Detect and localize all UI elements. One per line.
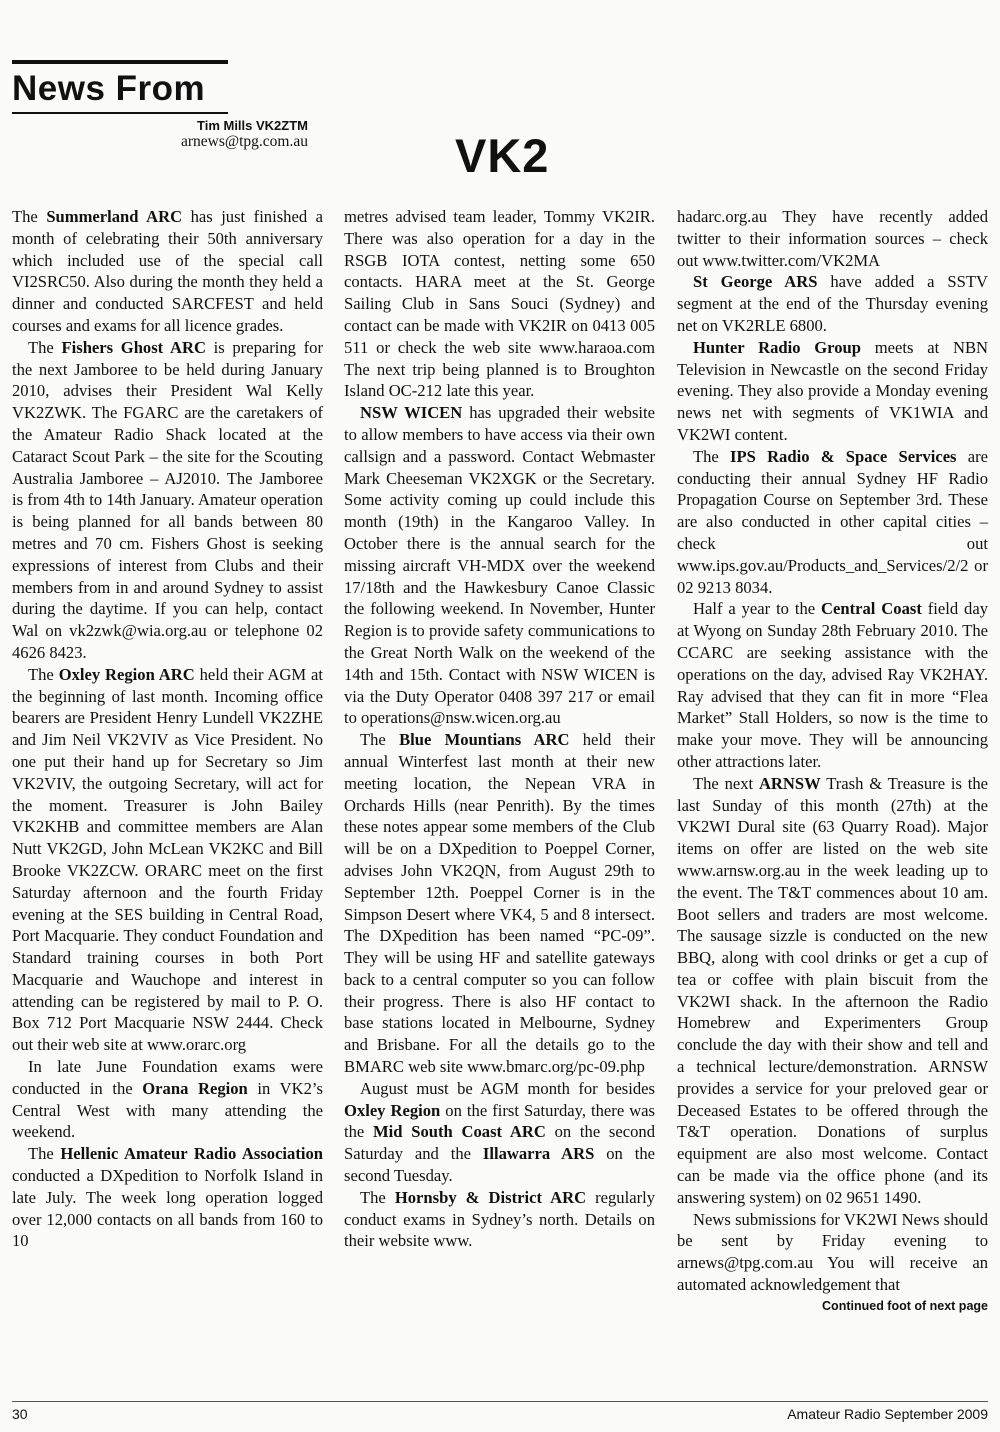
paragraph-text: field day at Wyong on Sunday 28th February 2010. The CCARC are seeking assistance with the operations on the day, advised Ray VK2HAY. Ray advised that they can fit in more “Flea Market” Stall Holders, so now is the time to make your move. They will be announcing other attractions later. <box>677 599 989 771</box>
paragraph <box>677 271 988 336</box>
club-name: Hellenic Amateur Radio Association <box>60 1144 324 1164</box>
club-name: NSW WICEN <box>360 403 463 423</box>
page-number: 30 <box>12 1406 28 1422</box>
club-name: St George ARS <box>693 272 818 292</box>
paragraph-text: on the first Saturday, there was the <box>344 1100 656 1142</box>
paragraph <box>12 1143 323 1252</box>
paragraph-text: regularly conduct exams in Sydney’s north. Details on their website www. <box>344 1187 655 1251</box>
paragraph <box>12 337 323 664</box>
paragraph <box>677 598 988 772</box>
section-title: News From <box>12 60 228 114</box>
paragraph <box>344 206 655 402</box>
paragraph-text: Half a year to the <box>693 599 822 619</box>
paragraph-text: The <box>28 1144 61 1164</box>
paragraph-text: held their annual Winterfest last month at their new meeting location, the Nepean VRA in Orchards Hills (near Penrith). By the times these notes appear some members of the Club will be on a DXpedition to Poeppel Corner, advises John VK2QN, from August 29th to September 12th. Poeppel Corner is in the Simpson Desert where VK4, 5 and 8 intersect. The DXpedition has been named “PC-09”. They will be using HF and satellite gateways back to a central computer so you can follow their progress. There is also HF contact to base stations located in Melbourne, Sydney and Brisbane. For all the details go to the BMARC web site www.bmarc.org/pc-09.php <box>344 730 655 1077</box>
region-title: VK2 <box>455 129 550 182</box>
paragraph-text: metres advised team leader, Tommy VK2IR. There was also operation for a day in the RSGB IOTA contest, netting some 650 contacts. HARA meet at the St. George Sailing Club in Sans Souci (Sydney) and contact can be made with VK2IR on 0413 005 511 or check the web site www.haraoa.com The next trip being planned is to Broughton Island OC-212 late this year. <box>344 207 655 401</box>
club-name: Hornsby & District ARC <box>394 1187 587 1207</box>
paragraph-text: The next <box>693 773 759 793</box>
paragraph-text: on the second Saturday and the <box>344 1122 656 1164</box>
paragraph-text: News submissions for VK2WI News should be sent by Friday evening to arnews@tpg.com.au You will receive an automated acknowledgement that <box>677 1209 988 1295</box>
club-name: Oxley Region <box>344 1100 441 1120</box>
column-2 <box>344 206 655 1252</box>
continued-note: Continued foot of next page <box>822 1298 988 1313</box>
club-name: Orana Region <box>142 1078 248 1098</box>
paragraph-text: meets at NBN Television in Newcastle on the second Friday evening. They also provide a Monday evening news net with segments of VK1WIA and VK2WI content. <box>677 337 988 444</box>
paragraph <box>344 729 655 1078</box>
paragraph-text: The <box>28 337 62 357</box>
paragraph-text: August must be AGM month for besides <box>360 1078 655 1098</box>
paragraph-text: are conducting their annual Sydney HF Radio Propagation Course on September 3rd. These are also conducted in other capital cities – check out www.ips.gov.au/Products_and_Services/2/2 or 02 9213 8034. <box>677 446 989 597</box>
paragraph-text: The <box>28 664 59 684</box>
paragraph-text: In late June Foundation exams were conducted in the <box>12 1057 323 1098</box>
paragraph-text: The <box>360 730 400 750</box>
club-name: Blue Mountians ARC <box>399 730 570 750</box>
magazine-info: Amateur Radio September 2009 <box>787 1406 988 1422</box>
paragraph <box>677 1209 988 1296</box>
paragraph <box>344 1187 655 1252</box>
paragraph <box>677 337 988 446</box>
header <box>12 60 312 150</box>
paragraph-text: hadarc.org.au They have recently added twitter to their information sources – check out www.twitter.com/VK2MA <box>677 207 988 270</box>
paragraph-text: The <box>360 1187 395 1207</box>
author-name: Tim Mills VK2ZTM <box>197 118 308 133</box>
paragraph <box>677 446 988 599</box>
paragraph-text: has upgraded their website to allow members to have access via their own callsign and a password. Contact Webmaster Mark Cheeseman VK2XGK or the Secretary. Some activity coming up could include this month (19th) in the Kangaroo Valley. In October there is the annual search for the missing aircraft VH-MDX over the weekend 17/18th and the Hawkesbury Canoe Classic the following weekend. In November, Hunter Region is to provide safety communications to the Great North Walk on the weekend of the 14th and 15th. Contact with NSW WICEN is via the Duty Operator 0408 397 217 or email to operations@nsw.wicen.org.au <box>344 403 655 728</box>
paragraph-text: Trash & Treasure is the last Sunday of this month (27th) at the VK2WI Dural site (63 Quarry Road). Major items on offer are listed on the web site www.arnsw.org.au in the week leading up to the event. The T&T commences about 10 am. Boot sellers and traders are most welcome. The sausage sizzle is conducted on the new BBQ, along with cool drinks or get a cup of tea or coffee with plain biscuit from the VK2WI shack. In the afternoon the Radio Homebrew and Experimenters Group conclude the day with their show and tell and a technical lecture/demonstration. ARNSW provides a service for your preloved gear or Deceased Estates to be offered through the T&T operation. Donations of surplus equipment are also most welcome. Contact can be made via the office phone (and its answering system) on 02 9651 1490. <box>677 773 988 1207</box>
paragraph-text: in VK2’s Central West with many attending the weekend. <box>12 1078 323 1142</box>
club-name: Oxley Region ARC <box>58 664 195 684</box>
paragraph-text: is preparing for the next Jamboree to be held during January 2010, advises their President Wal Kelly VK2ZWK. The FGARC are the caretakers of the Amateur Radio Shack located at the Cataract Scout Park – the site for the Scouting Australia Jamboree – AJ2010. The Jamboree is from 4th to 14th January. Amateur operation is being planned for all bands between 80 metres and 70 cm. Fishers Ghost is seeking expressions of interest from Clubs and their members from in and around Sydney to assist during the daytime. If you can help, contact Wal on vk2zwk@wia.org.au or telephone 02 4626 8423. <box>12 337 323 662</box>
paragraph <box>677 206 988 271</box>
paragraph-text: have added a SSTV segment at the end of the Thursday evening net on VK2RLE 6800. <box>677 272 989 335</box>
club-name: IPS Radio & Space Services <box>730 446 957 466</box>
club-name: Hunter Radio Group <box>693 337 861 357</box>
column-1 <box>12 206 323 1252</box>
club-name: Mid South Coast ARC <box>373 1122 546 1142</box>
paragraph <box>12 1056 323 1143</box>
paragraph-text: conducted a DXpedition to Norfolk Island in late July. The week long operation logged over 12,000 contacts on all bands from 160 to 10 <box>12 1166 323 1251</box>
club-name: Fishers Ghost ARC <box>61 337 206 357</box>
paragraph: The Summerland ARC has just finished a month of celebrating their 50th anniversary which included use of the special call VI2SRC50. Also during the month they held a dinner and conducted SARCFEST and held courses and exams for all licence grades. <box>12 207 324 335</box>
paragraph <box>12 664 323 1056</box>
paragraph-text: held their AGM at the beginning of last month. Incoming office bearers are President Henry Lundell VK2ZHE and Jim Neil VK2VIV as Vice President. No one put their hand up for Secretary so Jim VK2VIV, the outgoing Secretary, will act for the moment. Treasurer is John Bailey VK2KHB and committee members are Alan Nutt VK2GD, John McLean VK2KC and Bill Brooke VK2ZCW. ORARC meet on the first Saturday afternoon and the fourth Friday evening at the SES building in Central Road, Port Macquarie. They conduct Foundation and Standard training courses in both Port Macquarie and Wauchope and interest in attending can be registered by mail to P. O. Box 712 Port Macquarie NSW 2444. Check out their web site at www.orarc.org <box>12 664 323 1055</box>
paragraph <box>677 773 988 1209</box>
column-3 <box>677 206 988 1314</box>
paragraph-text: on the second Tuesday. <box>344 1144 655 1186</box>
footer-divider <box>12 1401 988 1402</box>
paragraph-text: The <box>693 446 731 466</box>
paragraph <box>344 1078 655 1187</box>
club-name: Central Coast <box>821 599 922 619</box>
club-name: Illawarra ARS <box>482 1144 595 1164</box>
author-email: arnews@tpg.com.au <box>180 133 308 150</box>
paragraph <box>344 402 655 729</box>
club-name: ARNSW <box>758 773 821 793</box>
paragraph-text: has just finished a month of celebrating their 50th anniversary which included use of the special call VI2SRC50. Also during the month they held a dinner and conducted SARCFEST and held courses and exams for all licence grades. <box>12 207 324 335</box>
club-name: Summerland ARC <box>46 207 183 226</box>
